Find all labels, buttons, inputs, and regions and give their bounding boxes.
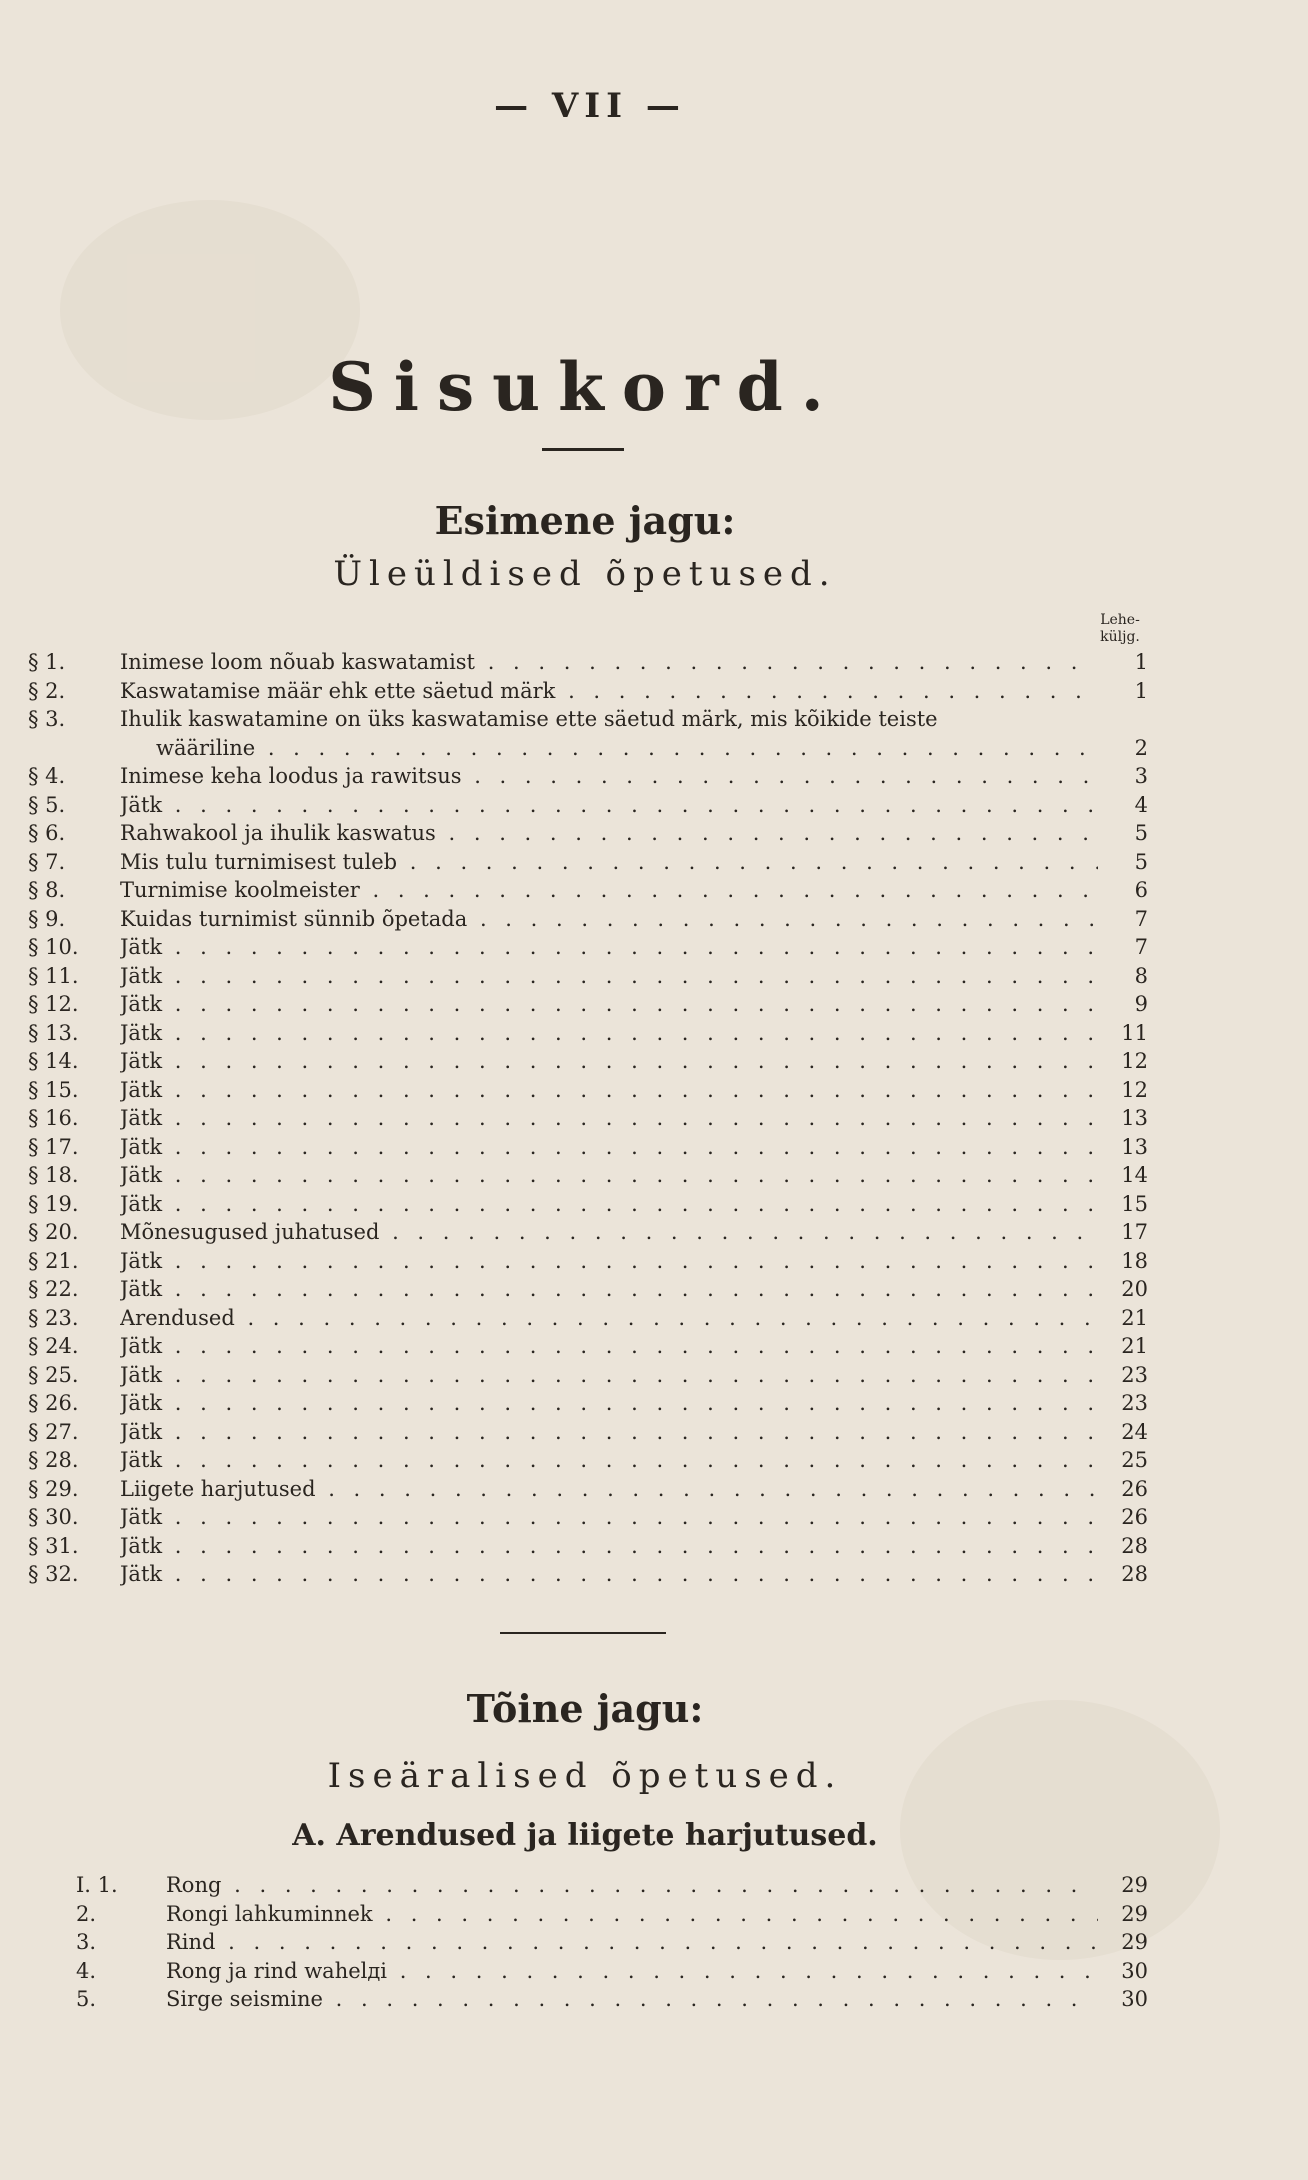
toc-entry [28, 1104, 1148, 1133]
section-number: § 5. [28, 792, 66, 817]
toc-entry [28, 1275, 1148, 1304]
entry-title: Jätk . . . [120, 933, 1098, 962]
part2-subtitle: Iseäralised õpetused. [327, 1756, 843, 1796]
toc-entry [28, 1361, 1148, 1390]
entry-page-number: 4 [1134, 792, 1148, 817]
entry-title: Ihulik kaswatamine on üks kaswatamise ette säetud märk, mis kõikide teiste [120, 707, 938, 731]
entry-title: Jätk . . . [120, 962, 1098, 991]
section-number: § 2. [28, 678, 66, 703]
page-title: Sisukord. [328, 348, 842, 426]
toc-entry [28, 677, 1148, 706]
section-number: 3. [76, 1930, 97, 1954]
toc-entry [28, 1019, 1148, 1048]
entry-title: Jätk . . . [120, 1560, 1098, 1589]
toc-entry [28, 933, 1148, 962]
section-number: § 14. [28, 1049, 79, 1073]
entry-title: Arendused . . . [120, 1304, 1098, 1333]
entry-title: Rind . . . [166, 1928, 1098, 1957]
toc-entry [28, 1218, 1148, 1247]
toc-entry [28, 1304, 1148, 1333]
entry-page-number: 5 [1134, 849, 1148, 874]
entry-page-number: 2 [1134, 735, 1148, 760]
entry-page-number: 7 [1134, 935, 1148, 959]
section-number: § 4. [28, 764, 66, 788]
entry-title: Jätk . . . [120, 1190, 1098, 1219]
entry-title: Turnimise koolmeister . . . [120, 876, 1098, 905]
section-number: § 27. [28, 1419, 79, 1444]
entry-title: Jätk . . . [120, 1361, 1098, 1390]
entry-page-number: 6 [1134, 878, 1148, 902]
section-number: § 19. [28, 1191, 79, 1216]
entry-page-number: 12 [1121, 1077, 1148, 1102]
entry-title: Kuidas turnimist sünnib õpetada . . . [120, 905, 1098, 934]
entry-page-number: 26 [1121, 1505, 1148, 1529]
entry-page-number: 13 [1121, 1134, 1148, 1159]
section-number: § 32. [28, 1562, 79, 1586]
section-number: § 15. [28, 1077, 79, 1102]
entry-page-number: 20 [1121, 1277, 1148, 1301]
entry-title: Inimese keha loodus ja rawitsus . . . [120, 762, 1098, 791]
toc-entry [28, 1161, 1148, 1190]
section-number: § 8. [28, 878, 66, 902]
entry-title: Jätk . . . [120, 990, 1098, 1019]
section-divider [500, 1632, 666, 1634]
entry-page-number: 7 [1134, 906, 1148, 931]
toc-entry [28, 1076, 1148, 1105]
entry-title: Jätk . . . [120, 1161, 1098, 1190]
section-number: § 11. [28, 963, 79, 988]
entry-page-number: 21 [1121, 1334, 1148, 1358]
toc-entry [28, 734, 1148, 763]
entry-page-number: 26 [1121, 1476, 1148, 1501]
toc-entry [28, 1532, 1148, 1561]
toc-entry [28, 962, 1148, 991]
entry-page-number: 9 [1134, 992, 1148, 1016]
entry-page-number: 28 [1121, 1562, 1148, 1586]
toc-entry [28, 1247, 1148, 1276]
entry-title: Jätk . . . [120, 1076, 1098, 1105]
section-number: § 29. [28, 1476, 79, 1501]
entry-page-number: 5 [1134, 821, 1148, 845]
toc-part2 [76, 1871, 1148, 2014]
toc-entry [28, 876, 1148, 905]
toc-entry [28, 1446, 1148, 1475]
entry-title: wääriline . . . [156, 734, 1098, 763]
section-number: § 10. [28, 935, 79, 959]
entry-title: Mõnesugused juhatused . . . [120, 1218, 1098, 1247]
entry-page-number: 3 [1134, 764, 1148, 788]
toc-entry [76, 1957, 1148, 1986]
entry-title: Rong . . . [166, 1871, 1098, 1900]
entry-title: Jätk . . . [120, 1104, 1098, 1133]
toc-entry [28, 1190, 1148, 1219]
entry-title: Jätk . . . [120, 1332, 1098, 1361]
entry-title: Jätk . . . [120, 1247, 1098, 1276]
toc-entry [28, 705, 1148, 734]
entry-page-number: 30 [1121, 1958, 1148, 1983]
entry-page-number: 8 [1134, 963, 1148, 988]
entry-page-number: 12 [1121, 1049, 1148, 1073]
toc-entry [28, 1389, 1148, 1418]
section-number: § 23. [28, 1305, 79, 1330]
section-number: 2. [76, 1901, 97, 1926]
toc-entry [28, 990, 1148, 1019]
toc-entry [76, 1871, 1148, 1900]
entry-title: Jätk . . . [120, 1133, 1098, 1162]
entry-page-number: 23 [1121, 1362, 1148, 1387]
part1-title: Esimene jagu: [434, 498, 736, 543]
entry-page-number: 28 [1121, 1533, 1148, 1558]
entry-title: Jätk . . . [120, 1503, 1098, 1532]
toc-entry [28, 1418, 1148, 1447]
section-number: § 13. [28, 1020, 79, 1045]
toc-entry [28, 1503, 1148, 1532]
toc-entry [28, 1133, 1148, 1162]
entry-title: Jätk . . . [120, 1019, 1098, 1048]
toc-entry [76, 1900, 1148, 1929]
section-number: § 31. [28, 1533, 79, 1558]
toc-entry [28, 905, 1148, 934]
entry-title: Liigete harjutused . . . [120, 1475, 1098, 1504]
entry-title: Jätk . . . [120, 1446, 1098, 1475]
section-number: § 3. [28, 707, 66, 731]
toc-entry [28, 791, 1148, 820]
entry-title: Mis tulu turnimisest tuleb . . . [120, 848, 1098, 877]
entry-page-number: 29 [1121, 1901, 1148, 1926]
section-number: § 25. [28, 1362, 79, 1387]
section-number: 5. [76, 1987, 97, 2011]
part1-subtitle: Üleüldised õpetused. [333, 554, 837, 594]
entry-title: Jätk . . . [120, 1418, 1098, 1447]
entry-page-number: 25 [1121, 1448, 1148, 1472]
section-number: § 30. [28, 1505, 79, 1529]
section-number: § 28. [28, 1448, 79, 1472]
toc-entry [76, 1985, 1148, 2014]
section-number: § 18. [28, 1163, 79, 1187]
entry-page-number: 15 [1121, 1191, 1148, 1216]
toc-entry [28, 848, 1148, 877]
section-number: § 12. [28, 992, 79, 1016]
section-number: 4. [76, 1958, 97, 1983]
section-number: I. 1. [76, 1873, 118, 1897]
toc-entry [28, 1332, 1148, 1361]
section-number: § 22. [28, 1277, 79, 1301]
entry-title: Jätk . . . [120, 1532, 1098, 1561]
entry-page-number: 21 [1121, 1305, 1148, 1330]
toc-part1 [28, 648, 1148, 1589]
section-number: § 16. [28, 1106, 79, 1130]
entry-title: Kaswatamise määr ehk ette säetud märk . . . [120, 677, 1098, 706]
title-divider [542, 448, 624, 451]
entry-page-number: 29 [1121, 1873, 1148, 1897]
entry-title: Inimese loom nõuab kaswatamist . . . [120, 648, 1098, 677]
section-number: § 20. [28, 1220, 79, 1244]
section-number: § 1. [28, 650, 66, 674]
entry-page-number: 24 [1121, 1419, 1148, 1444]
entry-page-number: 30 [1121, 1987, 1148, 2011]
page-number: — VII — [494, 86, 686, 126]
entry-page-number: 17 [1121, 1220, 1148, 1244]
section-number: § 21. [28, 1248, 79, 1273]
toc-entry [28, 819, 1148, 848]
toc-entry [28, 648, 1148, 677]
entry-page-number: 13 [1121, 1106, 1148, 1130]
entry-page-number: 18 [1121, 1248, 1148, 1273]
entry-title: Jätk . . . [120, 1275, 1098, 1304]
section-number: § 6. [28, 821, 66, 845]
entry-page-number: 14 [1121, 1163, 1148, 1187]
entry-page-number: 29 [1121, 1930, 1148, 1954]
section-number: § 24. [28, 1334, 79, 1358]
part2-title: Tõine jagu: [466, 1686, 704, 1731]
toc-entry [28, 1560, 1148, 1589]
entry-page-number: 11 [1121, 1020, 1148, 1045]
toc-entry [28, 1475, 1148, 1504]
entry-title: Sirge seismine . . . [166, 1985, 1098, 2014]
section-number: § 26. [28, 1391, 79, 1415]
entry-title: Rongi lahkuminnek . . . [166, 1900, 1098, 1929]
section-number: § 17. [28, 1134, 79, 1159]
entry-title: Rong ja rind wahelді . . . [166, 1957, 1098, 1986]
entry-title: Jätk . . . [120, 1389, 1098, 1418]
entry-page-number: 1 [1134, 650, 1148, 674]
page-column-header: Lehe-küljg. [1100, 612, 1140, 645]
toc-entry [28, 762, 1148, 791]
section-number: § 7. [28, 849, 66, 874]
entry-title: Jätk . . . [120, 1047, 1098, 1076]
entry-title: Rahwakool ja ihulik kaswatus . . . [120, 819, 1098, 848]
toc-entry [76, 1928, 1148, 1957]
toc-entry [28, 1047, 1148, 1076]
section-a-heading: A. Arendused ja liigete harjutused. [292, 1818, 878, 1853]
section-number: § 9. [28, 906, 66, 931]
entry-page-number: 23 [1121, 1391, 1148, 1415]
entry-title: Jätk . . . [120, 791, 1098, 820]
entry-page-number: 1 [1134, 678, 1148, 703]
